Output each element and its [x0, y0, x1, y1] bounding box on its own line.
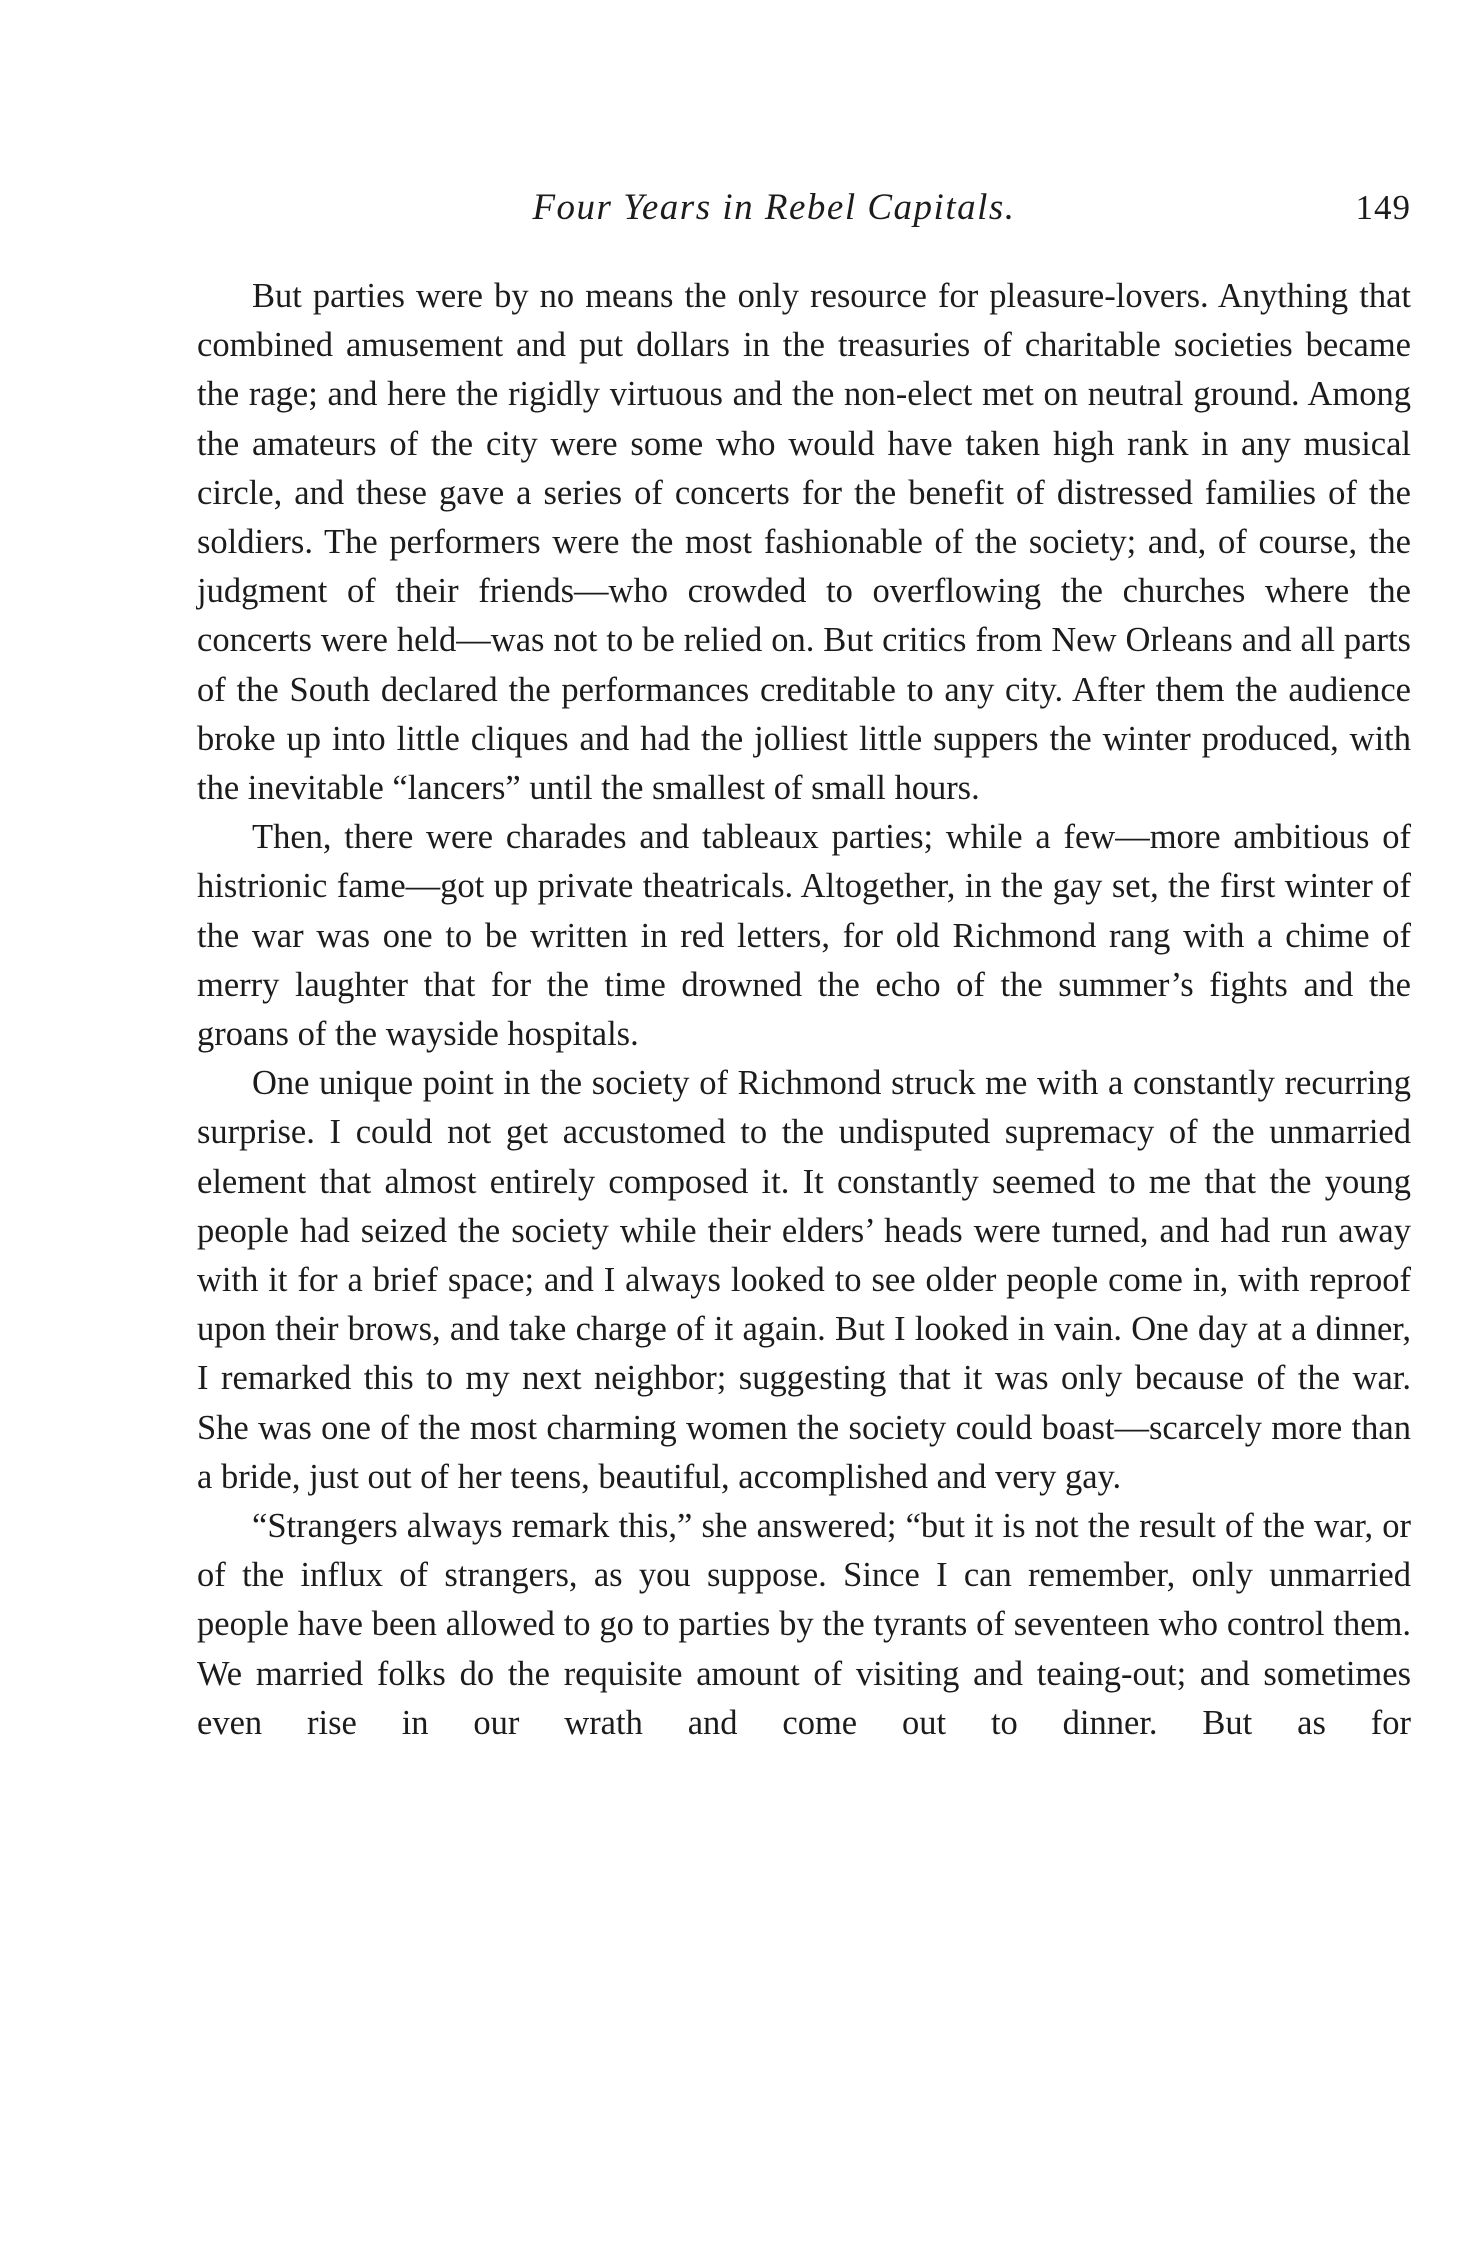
paragraph-concerts: But parties were by no means the only resource for pleasure-lovers. Anything that combined amusement and put dollars in the treasuries of charitable societies became the rage; and here the rigidly virtuous and the non-elect met on neutral ground. Among the amateurs of the city were some who would have taken high rank in any musical circle, and these gave a series of concerts for the benefit of distressed families of the soldiers. The performers were the most fashionable of the society; and, of course, the judgment of their friends—who crowded to overflowing the churches where the concerts were held—was not to be relied on. But critics from New Orleans and all parts of the South declared the performances creditable to any city. After them the audience broke up into little cliques and had the jolliest little suppers the winter produced, with the inevitable “lancers” until the smallest of small hours.: [197, 277, 1411, 808]
paragraph-unmarried-element: One unique point in the society of Richmond struck me with a constantly recurring surprise. I could not get accustomed to the undisputed supremacy of the unmarried element that almost entirely composed it. It constantly seemed to me that the young people had seized the society while their elders’ heads were turned, and had run away with it for a brief space; and I always looked to see older people come in, with reproof upon their brows, and take charge of it again. But I looked in vain. One day at a dinner, I remarked this to my next neighbor; suggesting that it was only because of the war. She was one of the most charming women the society could boast—scarcely more than a bride, just out of her teens, beautiful, accomplished and very gay.: [197, 1064, 1411, 1496]
paragraph-strangers-remark: “Strangers always remark this,” she answered; “but it is not the result of the war, or of the influx of strangers, as you suppose. Since I can remember, only unmarried people have been allowed to go to parties by the tyrants of seventeen who control them. We married folks do the requisite amount of visiting and teaing-out; and sometimes even rise in our wrath and come out to dinner. But as for: [197, 1507, 1411, 1742]
paragraph-theatricals: Then, there were charades and tableaux parties; while a few—more ambitious of histrionic fame—got up private theatricals. Altogether, in the gay set, the first winter of the war was one to be written in red letters, for old Richmond rang with a chime of merry laughter that for the time drowned the echo of the summer’s fights and the groans of the wayside hospitals.: [197, 818, 1411, 1054]
running-head: [197, 180, 1411, 236]
running-title: Four Years in Rebel Capitals.: [532, 187, 1016, 228]
page-number: 149: [1355, 188, 1411, 227]
body-text: [197, 272, 1411, 1748]
